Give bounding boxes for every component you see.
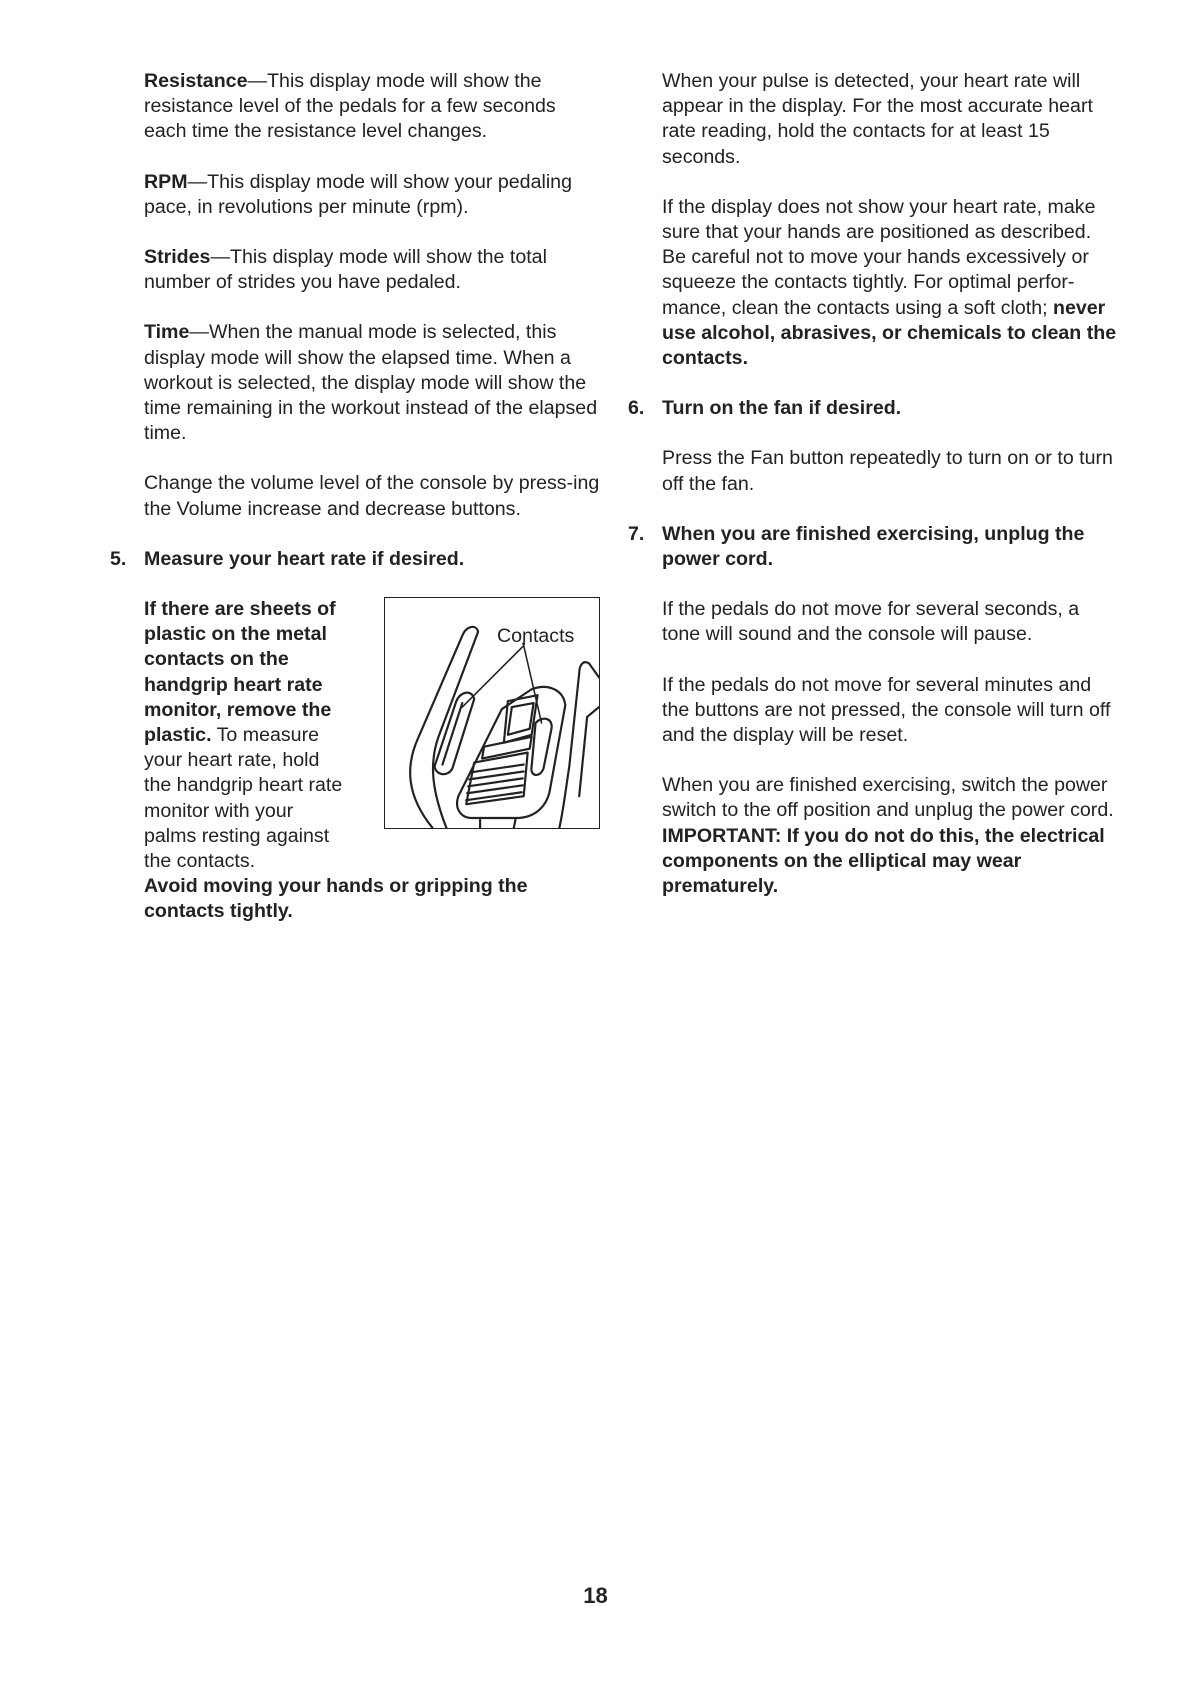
strides-term: Strides	[144, 246, 211, 269]
remove-plastic-warning: If there are sheets of plastic on the metal contacts on the handgrip heart rate monitor, remove the plastic.	[144, 598, 336, 747]
unplug-paragraph: When you are finished exercising, switch the power switch to the off position and unplug the power cord. IMPORTANT: If you do not do this, the electrical components on the elliptical may wear prematurely.	[662, 774, 1114, 898]
important-warning: IMPORTANT: If you do not do this, the electrical components on the elliptical may wear prematurely.	[662, 824, 1105, 898]
time-term: Time	[144, 321, 190, 344]
reset-paragraph: If the pedals do not move for several minutes and the buttons are not pressed, the console will turn off and the display will be reset.	[662, 673, 1111, 747]
rpm-paragraph: RPM—This display mode will show your pedaling pace, in revolutions per minute (rpm).	[144, 170, 572, 218]
resistance-paragraph: Resistance—This display mode will show the resistance level of the pedals for a few seconds each time the resistance level changes.	[144, 70, 556, 143]
step-5-number: 5.	[110, 547, 127, 570]
strides-paragraph: Strides—This display mode will show the total number of strides you have pedaled.	[144, 246, 547, 294]
strides-text: This display mode will show the total number of strides you have pedaled.	[144, 246, 547, 294]
no-heart-rate-paragraph: If the display does not show your heart rate, make sure that your hands are positioned as described. Be careful not to move your hands excessively or squeeze the contacts tightly. For optimal perfor-mance, clean the contacts using a soft cloth; never use alcohol, abrasives, or chemicals to clean the contacts.	[662, 195, 1117, 370]
resistance-text: This display mode will show the resistance level of the pedals for a few seconds each time the resistance level changes.	[144, 70, 556, 143]
step-5-wrap-text	[144, 597, 344, 874]
step-7-heading: 7. When you are finished exercising, unplug the power cord.	[628, 522, 1085, 571]
handgrip-contacts-figure	[384, 597, 600, 829]
right-column	[628, 72, 1118, 924]
volume-paragraph: Change the volume level of the console by press-ing the Volume increase and decrease buttons.	[144, 472, 600, 520]
left-column	[110, 72, 600, 925]
step-5-heading: 5. Measure your heart rate if desired.	[144, 547, 600, 572]
contacts-label: Contacts	[497, 625, 575, 648]
pulse-paragraph: When your pulse is detected, your heart rate will appear in the display. For the most accurate heart rate reading, hold the contacts for at least 15 seconds.	[662, 70, 1093, 168]
rpm-text: This display mode will show your pedaling pace, in revolutions per minute (rpm).	[144, 170, 572, 218]
rpm-term: RPM	[144, 170, 188, 193]
fan-paragraph: Press the Fan button repeatedly to turn on or to turn off the fan.	[662, 447, 1113, 495]
step-6-number: 6.	[628, 397, 645, 420]
step-7-number: 7.	[628, 522, 645, 545]
cleaning-warning: never use alcohol, abrasives, or chemicals to clean the contacts.	[662, 296, 1117, 370]
time-paragraph: Time—When the manual mode is selected, this display mode will show the elapsed time. When a workout is selected, the display mode will show the time remaining in the workout instead of the elapsed time.	[144, 321, 598, 445]
step-5-body	[144, 597, 600, 925]
resistance-term: Resistance	[144, 70, 248, 92]
measure-instructions: To measure your heart rate, hold the handgrip heart rate monitor with your palms resting against the contacts.	[144, 724, 343, 873]
avoid-moving-warning: Avoid moving your hands or gripping the contacts tightly.	[144, 875, 528, 923]
page-number: 18	[583, 1583, 608, 1608]
step-6-heading: 6. Turn on the fan if desired.	[662, 396, 1118, 421]
time-text: When the manual mode is selected, this display mode will show the elapsed time. When a workout is selected, the display mode will show the time remaining in the workout instead of the elapsed time.	[144, 321, 598, 445]
pause-paragraph: If the pedals do not move for several seconds, a tone will sound and the console will pause.	[662, 598, 1080, 646]
